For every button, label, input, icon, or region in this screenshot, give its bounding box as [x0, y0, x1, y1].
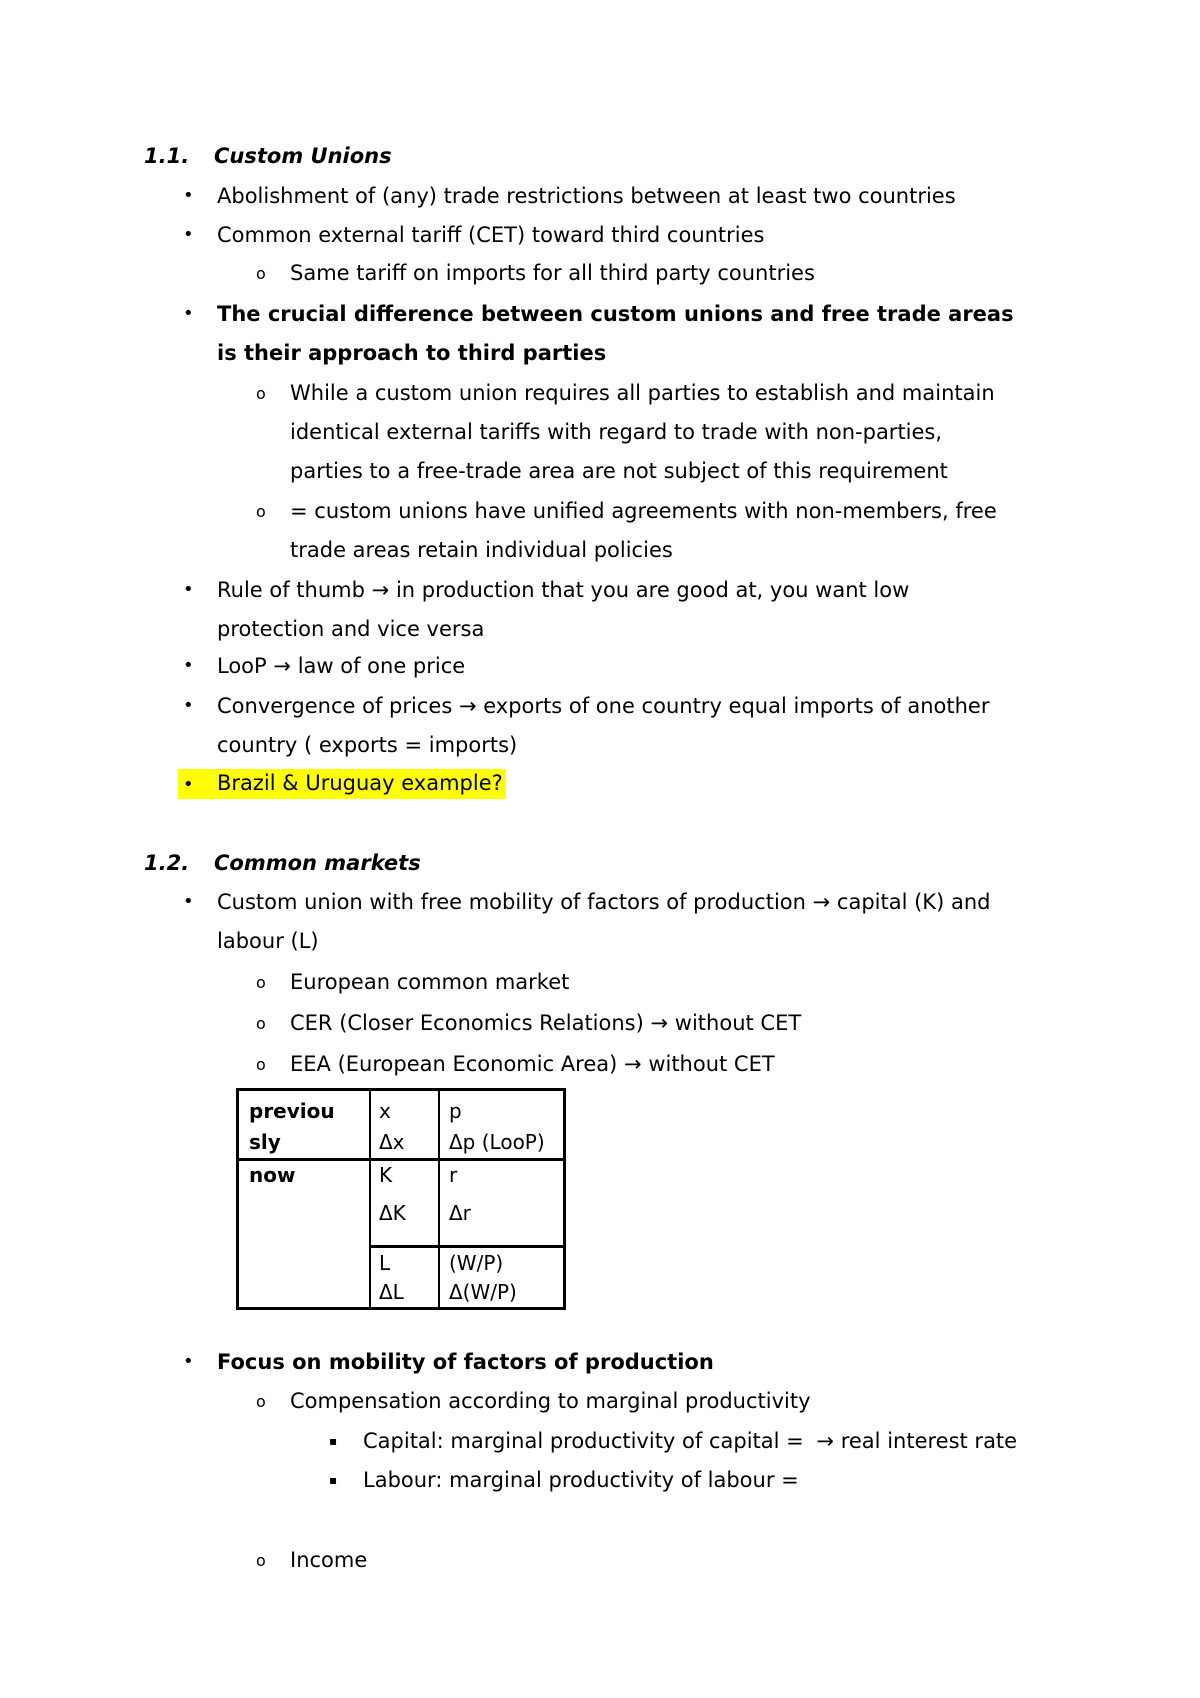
table-cell: Δr [449, 1201, 471, 1225]
section-1-2-number: 1.2. [144, 851, 190, 875]
arrow-icon: → [371, 578, 390, 602]
list-item-text: real interest rate [840, 1429, 1018, 1453]
table-cell: (W/P) [449, 1251, 504, 1275]
table-cell: Δp (LooP) [449, 1130, 545, 1154]
table-divider [438, 1091, 440, 1307]
list-item-text: without CET [674, 1011, 802, 1035]
bullet-dot: • [183, 655, 194, 676]
bullet-o: o [256, 264, 266, 283]
section-1-1-number: 1.1. [144, 144, 190, 168]
list-item-continued: identical external tariffs with regard to trade with non-parties, [290, 420, 943, 444]
list-item-text: Capital: marginal productivity of capital = [363, 1429, 804, 1453]
table-cell: p [449, 1099, 462, 1123]
table-cell: L [379, 1251, 391, 1275]
list-item-continued: labour (L) [217, 929, 319, 953]
bullet-dot: • [183, 891, 194, 912]
arrow-icon: → [812, 890, 831, 914]
list-item: = custom unions have unified agreements with non-members, free [290, 499, 997, 523]
list-item-text: Custom union with free mobility of factors of production [217, 890, 806, 914]
list-item-continued: parties to a free-trade area are not subject of this requirement [290, 459, 948, 483]
list-item-text: Convergence of prices [217, 694, 453, 718]
list-item: Focus on mobility of factors of production [217, 1350, 714, 1374]
table-divider [369, 1091, 371, 1307]
section-1-1-title: Custom Unions [214, 144, 392, 168]
bullet-o: o [256, 1392, 266, 1411]
list-item-text: LooP [217, 654, 267, 678]
bullet-dot: • [183, 224, 194, 245]
table-cell: ΔL [379, 1280, 404, 1304]
list-item: Labour: marginal productivity of labour = [363, 1468, 799, 1492]
arrow-icon: → [624, 1052, 642, 1076]
list-item-text: EEA (European Economic Area) [290, 1052, 618, 1076]
bullet-square: ▪ [329, 1434, 338, 1448]
list-item: Common external tariff (CET) toward third countries [217, 223, 765, 247]
list-item-continued: trade areas retain individual policies [290, 538, 673, 562]
bullet-dot: • [183, 579, 194, 600]
bullet-square: ▪ [329, 1473, 338, 1487]
list-item: Same tariff on imports for all third party countries [290, 261, 815, 285]
list-item-text: exports of one country equal imports of another [483, 694, 990, 718]
table-cell: ΔK [379, 1201, 406, 1225]
list-item [217, 652, 465, 680]
section-1-2-title: Common markets [214, 851, 421, 875]
list-item-continued: country ( exports = imports) [217, 733, 518, 757]
list-item-text: in production that you are good at, you want low [395, 578, 910, 602]
table-cell: r [449, 1163, 458, 1187]
table-cell: x [379, 1099, 391, 1123]
bullet-dot: • [183, 695, 194, 716]
list-item-text: without CET [648, 1052, 775, 1076]
list-item [217, 692, 989, 720]
bullet-o: o [256, 1055, 266, 1074]
bullet-o: o [256, 973, 266, 992]
list-item-text: capital (K) and [836, 890, 991, 914]
bullet-o: o [256, 1551, 266, 1570]
arrow-icon: → [650, 1011, 669, 1035]
list-item: Income [290, 1548, 368, 1572]
bullet-o: o [256, 1014, 266, 1033]
list-item: Compensation according to marginal productivity [290, 1389, 811, 1413]
list-item [217, 576, 909, 604]
list-item-continued: protection and vice versa [217, 617, 485, 641]
list-item-continued: is their approach to third parties [217, 341, 607, 365]
list-item [290, 1050, 775, 1078]
arrow-icon: → [273, 654, 291, 678]
bullet-o: o [256, 384, 266, 403]
table-cell: Δx [379, 1130, 405, 1154]
list-item: While a custom union requires all parties to establish and maintain [290, 381, 995, 405]
list-item: European common market [290, 970, 570, 994]
table-cell: now [249, 1163, 296, 1187]
arrow-icon: → [816, 1429, 835, 1453]
list-item: The crucial difference between custom unions and free trade areas [217, 302, 1014, 326]
list-item-text: CER (Closer Economics Relations) [290, 1011, 644, 1035]
list-item [217, 888, 990, 916]
arrow-icon: → [458, 694, 477, 718]
list-item-text: Brazil & Uruguay example? [217, 771, 503, 795]
bullet-dot: • [183, 303, 194, 324]
highlighted-list-item [178, 769, 506, 799]
list-item: Abolishment of (any) trade restrictions between at least two countries [217, 184, 956, 208]
bullet-o: o [256, 502, 266, 521]
bullet-dot: • [183, 185, 194, 206]
table-cell: sly [249, 1130, 281, 1154]
table-cell: Δ(W/P) [449, 1280, 517, 1304]
bullet-dot: • [183, 774, 194, 795]
table-cell: previou [249, 1099, 335, 1123]
list-item [290, 1009, 801, 1037]
factors-table [236, 1088, 566, 1310]
table-cell: K [379, 1163, 393, 1187]
list-item-text: Rule of thumb [217, 578, 365, 602]
list-item-text: law of one price [297, 654, 466, 678]
bullet-dot: • [183, 1351, 194, 1372]
list-item [363, 1427, 1017, 1455]
